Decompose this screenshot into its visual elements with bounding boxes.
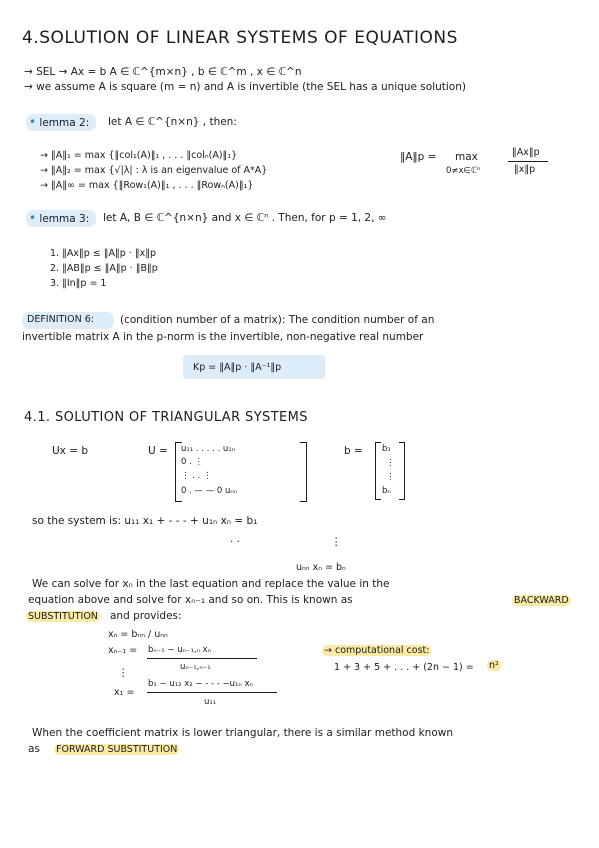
b-vector-entry-3: ⋮ <box>386 472 395 482</box>
backward-highlight: BACKWARD <box>514 595 569 606</box>
b-vector-entry-4: bₙ <box>382 486 391 496</box>
lemma3-item-1: 1. ‖Ax‖p ≤ ‖A‖p · ‖x‖p <box>50 248 156 259</box>
b-vector-entry-2: ⋮ <box>386 458 395 468</box>
u-matrix-label: U = <box>148 445 168 457</box>
computational-cost-result: n² <box>489 660 499 671</box>
definition6-line-2: invertible matrix A in the p-norm is the invertible, non-negative real number <box>22 331 424 343</box>
b-vector-label: b = <box>344 445 363 457</box>
xn1-denominator: uₙ₋₁,ₙ₋₁ <box>180 662 211 672</box>
computational-cost-expression: 1 + 3 + 5 + . . . + (2n − 1) = <box>334 662 474 673</box>
u-matrix-row-3: ⋮ . . ⋮ <box>181 471 212 481</box>
bullet-icon: • <box>29 115 37 129</box>
pnorm-numerator: ‖Ax‖p <box>512 147 540 158</box>
lemma2-item-3: → ‖A‖∞ = max {‖Row₁(A)‖₁ , . . . ‖Rowₙ(A)‖₁} <box>40 180 254 191</box>
lemma2-item-1: → ‖A‖₁ = max {‖col₁(A)‖₁ , . . . ‖colₙ(A)‖₁} <box>40 150 238 161</box>
backward-paragraph-line-1: We can solve for xₙ in the last equation and replace the value in the <box>32 578 390 590</box>
substitution-highlight: SUBSTITUTION <box>28 611 98 622</box>
x1-denominator: u₁₁ <box>204 697 217 707</box>
lemma3-item-2: 2. ‖AB‖p ≤ ‖A‖p · ‖B‖p <box>50 263 158 274</box>
x1-numerator: b₁ − u₁₂ x₂ − - - - −u₁ₙ xₙ <box>148 679 253 689</box>
pnorm-lhs: ‖A‖p = <box>400 151 437 163</box>
system-first-equation: so the system is: u₁₁ x₁ + - - - + u₁ₙ xₙ = b₁ <box>32 515 258 527</box>
forward-substitution-highlight: FORWARD SUBSTITUTION <box>56 744 178 755</box>
condition-number-formula: Kp = ‖A‖p · ‖A⁻¹‖p <box>193 362 282 373</box>
pnorm-subscript: 0≠x∈ℂⁿ <box>446 166 481 176</box>
page-title: 4.SOLUTION OF LINEAR SYSTEMS OF EQUATIONS <box>22 28 458 48</box>
system-diagonal-dots: . . <box>230 533 241 545</box>
forward-paragraph-as: as <box>28 743 40 755</box>
pnorm-denominator: ‖x‖p <box>514 164 536 175</box>
lemma2-item-2: → ‖A‖₂ = max {√|λ| : λ is an eigenvalue of A*A} <box>40 165 268 176</box>
b-vector-entry-1: b₁ <box>382 444 391 454</box>
x1-lhs: x₁ = <box>114 687 135 698</box>
lemma3-statement: let A, B ∈ ℂ^{n×n} and x ∈ ℂⁿ . Then, for p = 1, 2, ∞ <box>103 212 387 224</box>
computational-cost-label: → computational cost: <box>324 645 430 656</box>
lemma2-statement: let A ∈ ℂ^{n×n} , then: <box>108 116 237 128</box>
pnorm-max: max <box>455 151 478 163</box>
intro-assumption-line: → we assume A is square (m = n) and A is invertible (the SEL has a unique solution) <box>24 81 466 93</box>
xn1-fraction-bar <box>147 658 257 659</box>
x1-fraction-bar <box>147 692 277 693</box>
pnorm-fraction-bar <box>508 161 548 162</box>
backward-paragraph-line-2: equation above and solve for xₙ₋₁ and so on. This is known as <box>28 594 353 606</box>
lemma2-label: lemma 2: <box>39 117 90 129</box>
u-matrix-row-2: 0 . ⋮ <box>181 457 204 467</box>
xn1-lhs: xₙ₋₁ = <box>108 645 138 656</box>
lemma3-item-3: 3. ‖In‖p = 1 <box>50 278 107 289</box>
xn1-numerator: bₙ₋₁ − uₙ₋₁,ₙ xₙ <box>148 645 212 655</box>
definition6-line-1: (condition number of a matrix): The condition number of an <box>120 314 435 326</box>
lemma2-heading <box>29 115 89 129</box>
bullet-icon: • <box>29 211 37 225</box>
xn-formula: xₙ = bₙₙ / uₙₙ <box>108 629 168 640</box>
lemma3-heading <box>29 211 89 225</box>
forward-paragraph-line-1: When the coefficient matrix is lower triangular, there is a similar method known <box>32 727 454 739</box>
definition6-label: DEFINITION 6: <box>27 314 94 325</box>
intro-sel-line: → SEL → Ax = b A ∈ ℂ^{m×n} , b ∈ ℂ^m , x ∈ ℂ^n <box>24 66 302 78</box>
system-equation: Ux = b <box>52 445 89 457</box>
system-vertical-dots: ⋮ <box>331 536 342 548</box>
section-4-1-title: 4.1. SOLUTION OF TRIANGULAR SYSTEMS <box>24 410 308 425</box>
u-matrix-row-4: 0 . — — 0 uₙₙ <box>181 486 238 496</box>
u-matrix-row-1: u₁₁ . . . . . u₁ₙ <box>181 444 236 454</box>
lemma3-label: lemma 3: <box>39 213 90 225</box>
provides-text: and provides: <box>110 610 182 622</box>
formula-vertical-dots: ⋮ <box>118 667 129 679</box>
system-last-equation: uₙₙ xₙ = bₙ <box>296 562 346 573</box>
